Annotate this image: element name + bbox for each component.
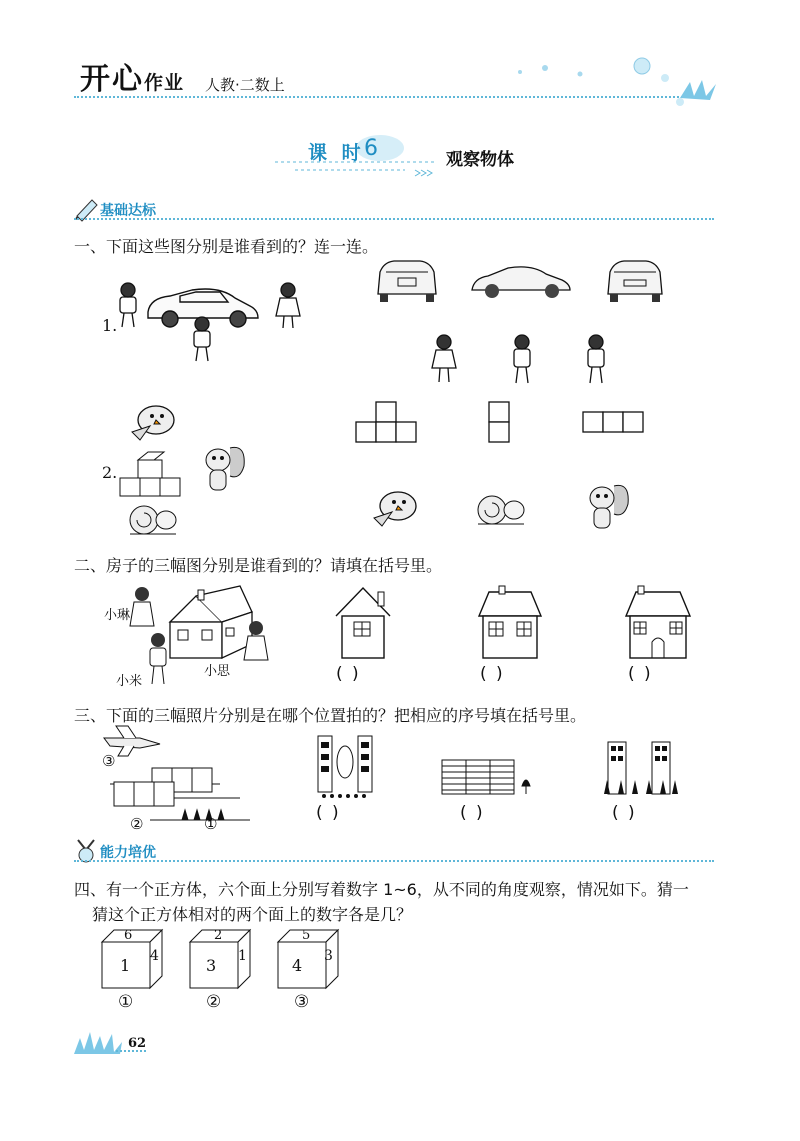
section-basic-divider — [74, 218, 714, 220]
bubbles-decoration — [380, 60, 720, 120]
q1-item2-label: 2. — [102, 463, 118, 482]
cube-1 — [100, 928, 164, 990]
house-view-3 — [626, 586, 690, 660]
series-label: 人教·二数上 — [205, 76, 285, 94]
lesson-label: 课 时 — [308, 142, 365, 164]
q3-blank-2[interactable]: ( ) — [460, 803, 485, 823]
page-number: 62 — [128, 1036, 147, 1051]
q3-blank-3[interactable]: ( ) — [612, 803, 637, 823]
section-basic-title: 基础达标 — [100, 203, 156, 219]
snail-icon — [126, 500, 180, 540]
kid-figure — [194, 317, 210, 361]
grass-decoration — [74, 1030, 124, 1056]
cube-3-side: 3 — [324, 948, 333, 964]
cube-2-top: 2 — [214, 928, 223, 943]
block-view-1 — [356, 400, 418, 442]
kids-row — [430, 332, 620, 392]
q3-text: 三、下面的三幅照片分别是在哪个位置拍的？把相应的序号填在括号里。 — [74, 706, 587, 725]
q2-blank-3[interactable]: ( ) — [628, 664, 653, 684]
q2-blank-2[interactable]: ( ) — [480, 664, 505, 684]
q3-blank-1[interactable]: ( ) — [316, 803, 341, 823]
car-side-view — [468, 262, 574, 302]
kid-figure — [120, 283, 136, 327]
brand-char-2: 心 — [112, 62, 144, 97]
kid-figure — [514, 335, 530, 383]
q4-text-line2: 猜这个正方体相对的两个面上的数字各是几？ — [92, 905, 413, 924]
q1-item1-label: 1. — [102, 316, 118, 335]
lesson-number: 6 — [364, 136, 378, 161]
bird-icon — [130, 398, 180, 444]
block-structure — [118, 450, 184, 496]
position-3: ③ — [102, 752, 116, 770]
name-xiaolin: 小琳 — [104, 608, 131, 623]
house-scene — [130, 582, 270, 688]
photo-front-view — [600, 740, 680, 798]
q4-text-line1: 四、有一个正方体，六个面上分别写着数字 1~6，从不同的角度观察，情况如下。猜一 — [74, 880, 689, 899]
house-view-2 — [479, 586, 541, 660]
squirrel-icon — [200, 440, 246, 500]
q2-text: 二、房子的三幅图分别是谁看到的？请填在括号里。 — [74, 556, 443, 575]
cube-3-front: 4 — [292, 956, 303, 975]
position-2: ② — [130, 815, 144, 833]
car-scene — [110, 276, 310, 366]
cube-2-label: ② — [206, 992, 222, 1012]
bird-icon — [372, 484, 422, 530]
cube-2 — [188, 928, 252, 990]
kid-figure — [432, 335, 456, 382]
name-xiaosi: 小思 — [204, 664, 231, 679]
section-advanced-title: 能力培优 — [100, 845, 156, 861]
block-view-2 — [488, 400, 512, 442]
house-view-1 — [334, 586, 392, 660]
car-front-view — [374, 258, 440, 304]
lesson-title: 观察物体 — [446, 150, 514, 170]
cube-2-side: 1 — [238, 948, 247, 964]
city-scene — [100, 724, 250, 834]
brand-char-1: 开 — [80, 62, 112, 97]
block-view-3 — [582, 410, 644, 434]
cube-3 — [276, 928, 340, 990]
cube-3-top: 5 — [302, 928, 311, 943]
pencil-icon — [74, 196, 100, 220]
cube-2-front: 3 — [206, 956, 217, 975]
section-advanced-divider — [74, 860, 714, 862]
cube-1-front: 1 — [120, 956, 131, 975]
car-back-view — [604, 258, 666, 304]
photo-side-view — [440, 756, 536, 798]
kid-figure — [588, 335, 604, 383]
cube-3-label: ③ — [294, 992, 310, 1012]
squirrel-icon — [584, 478, 630, 538]
cube-1-side: 4 — [150, 948, 159, 964]
brand-sub: 作业 — [144, 72, 185, 94]
name-xiaomi: 小米 — [116, 674, 143, 689]
position-1: ① — [204, 815, 218, 833]
snail-icon — [474, 490, 528, 530]
q2-blank-1[interactable]: ( ) — [336, 664, 361, 684]
cube-1-label: ① — [118, 992, 134, 1012]
cube-1-top: 6 — [124, 928, 133, 943]
brand-title — [80, 54, 184, 98]
q1-text: 一、下面这些图分别是谁看到的？连一连。 — [74, 237, 379, 256]
kid-figure — [276, 283, 300, 328]
photo-top-view — [316, 734, 374, 800]
